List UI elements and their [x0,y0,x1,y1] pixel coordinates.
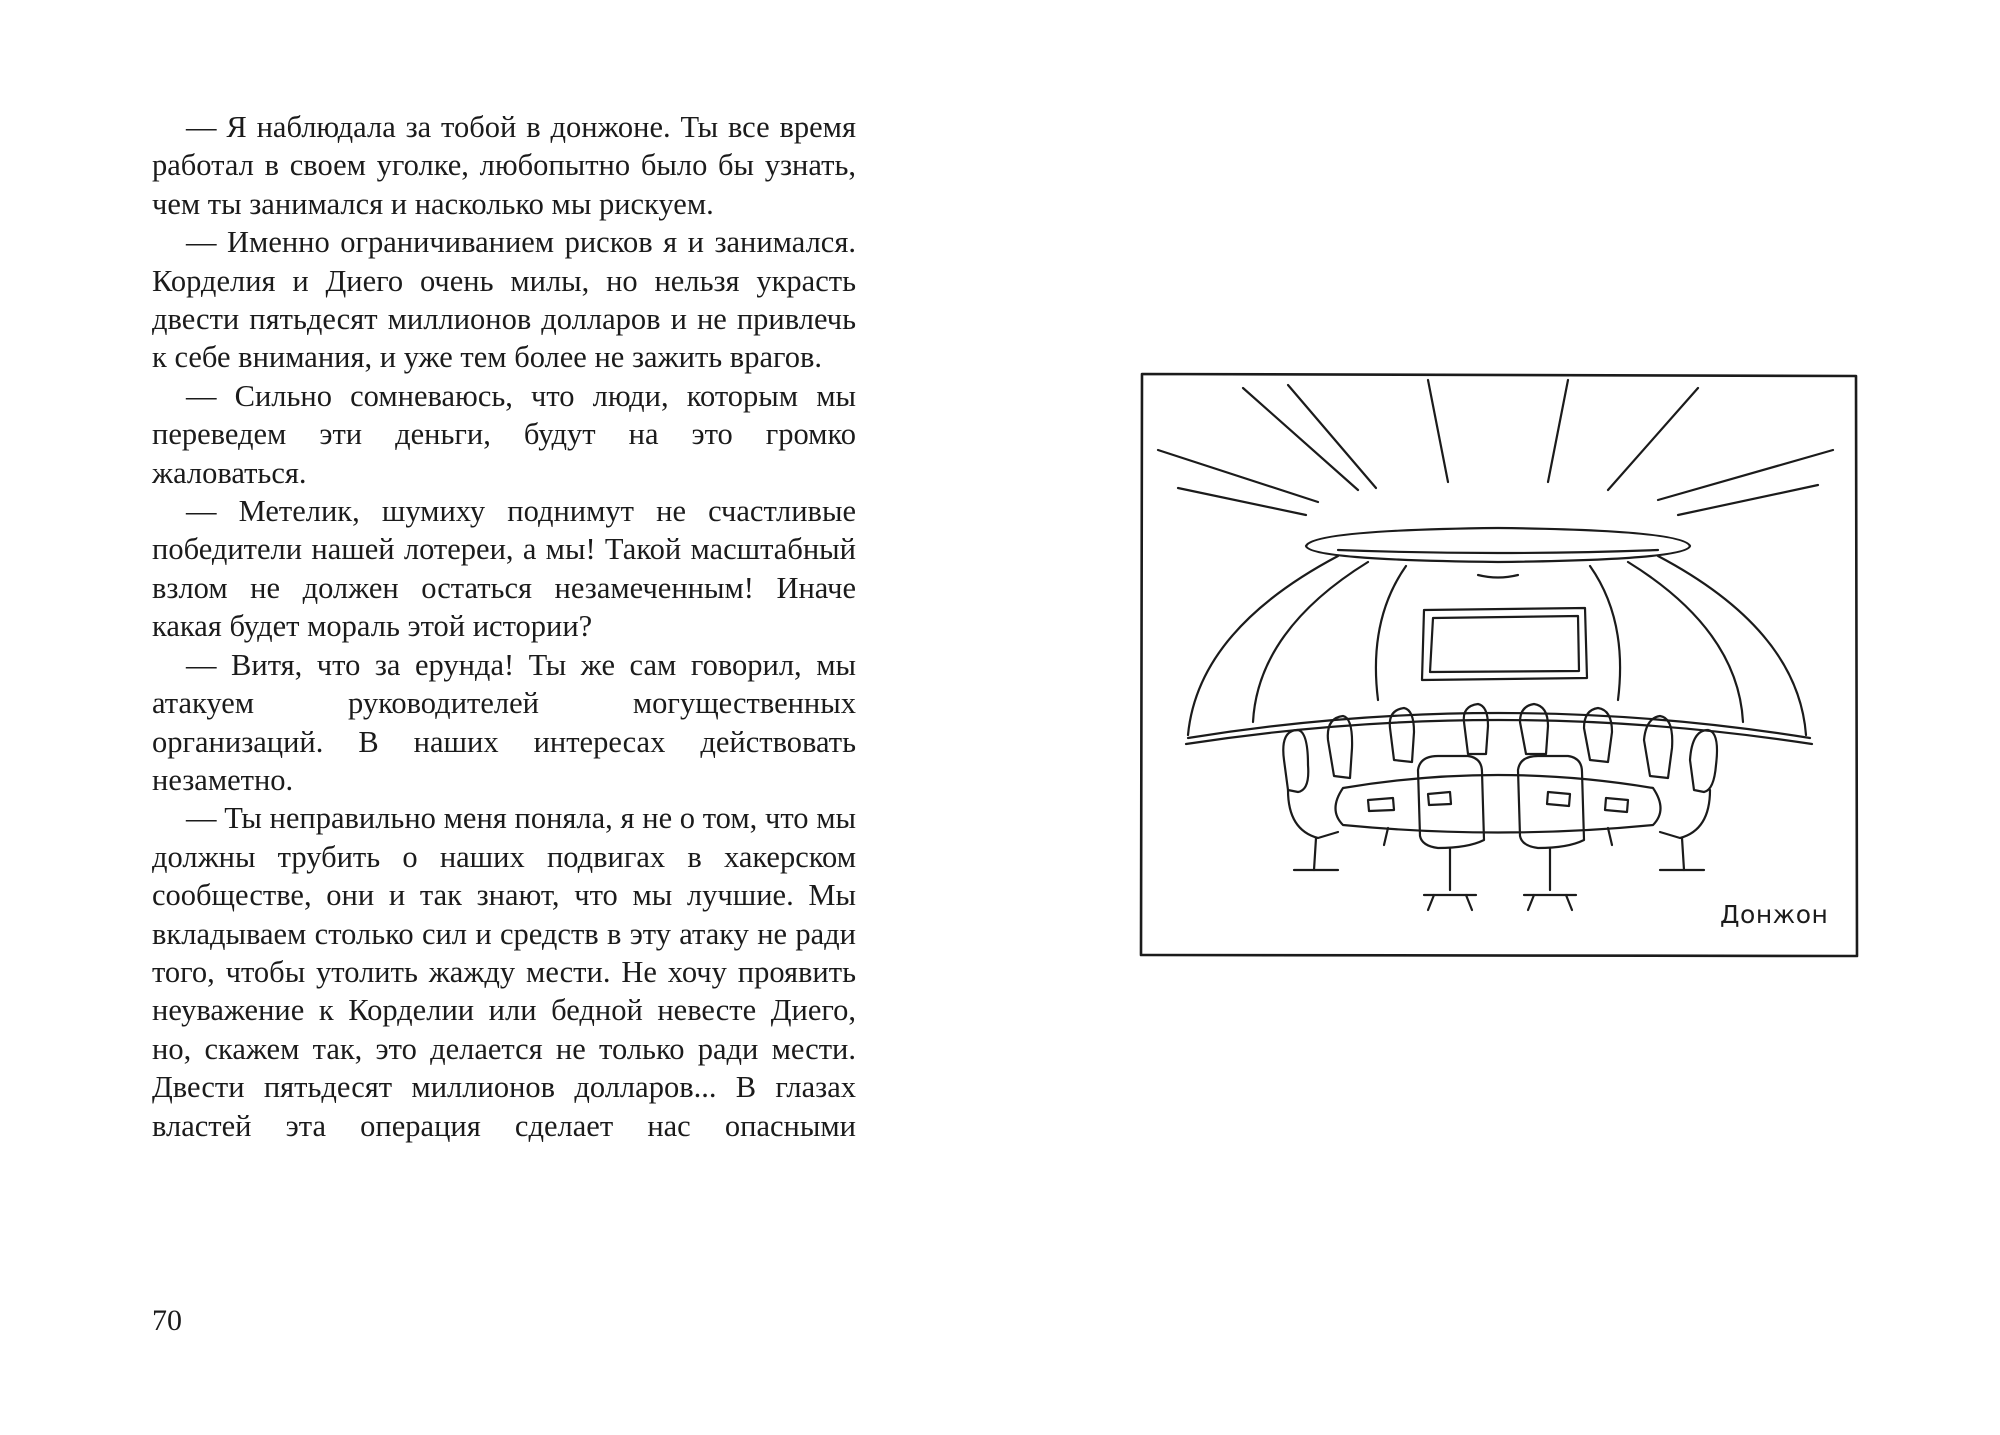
illustration-caption: Донжон [1720,900,1829,929]
paragraph-2: — Именно ограничиванием рисков я и занимался. Корделия и Диего очень милы, но нельзя украсть двести пятьдесят миллионов долларов и не привлечь к себе внимания, и уже тем более не зажить врагов. [152,225,856,375]
donjon-illustration [1138,370,1860,960]
page-number: 70 [152,1304,182,1337]
donjon-meeting-room-drawing-icon [1138,370,1860,960]
paragraph-4: — Метелик, шумиху поднимут не счастливые победители нашей лотереи, а мы! Такой масштабный взлом не должен остаться незамеченным! Иначе какая будет мораль этой истории? [152,494,856,644]
paragraph-5: — Витя, что за ерунда! Ты же сам говорил, мы атакуем руководителей могущественных организаций. В наших интересах действовать незаметно. [152,647,856,797]
paragraph-3: — Сильно сомневаюсь, что люди, которым мы переведем эти деньги, будут на это громко жаловаться. [152,378,856,490]
paragraph-6: — Ты неправильно меня поняла, я не о том, что мы должны трубить о наших подвигах в хакерском сообществе, они и так знают, что мы лучшие. Мы вкладываем столько сил и средств в эту атаку не ради того, чтобы утолить жажду мести. Не хочу проявить неуважение к Корделии или бедной невесте Диего, но, скажем так, это делается не только ради мести. Двести пятьдесят миллионов долларов... В глазах властей эта операция сделает нас опасными [152,801,856,1143]
paragraph-1: — Я наблюдала за тобой в донжоне. Ты все время работал в своем уголке, любопытно было бы узнать, чем ты занимался и насколько мы рискуем. [152,110,856,221]
left-page-text [152,108,856,1145]
